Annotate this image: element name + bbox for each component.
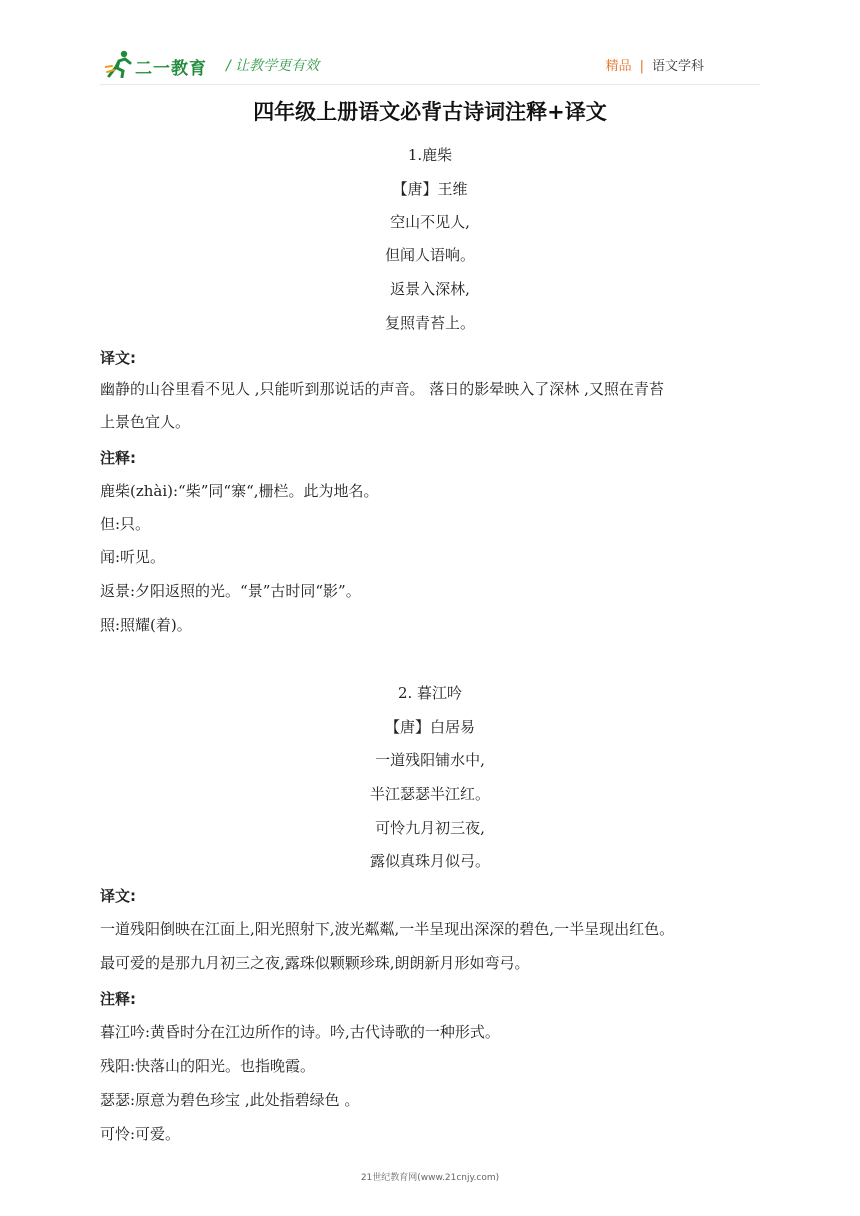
header-separator: | xyxy=(639,59,644,74)
note-item: 但:只。 xyxy=(100,515,151,533)
poem-author: 【唐】白居易 xyxy=(384,718,475,736)
header-divider xyxy=(100,84,760,85)
translation-text: 幽静的山谷里看不见人 ,只能听到那说话的声音。 落日的影晕映入了深林 ,又照在青苔 xyxy=(100,380,664,398)
quality-label: 精品 xyxy=(605,59,632,74)
logo-text: 二一教育 xyxy=(135,59,207,79)
document-title: 四年级上册语文必背古诗词注释+译文 xyxy=(253,100,607,124)
poem-author: 【唐】王维 xyxy=(392,180,468,198)
note-item: 可怜:可爱。 xyxy=(100,1125,181,1143)
logo xyxy=(105,48,217,80)
page-footer: 21世纪教育网(www.21cnjy.com) xyxy=(360,1173,500,1183)
note-item: 暮江吟:黄昏时分在江边所作的诗。吟,古代诗歌的一种形式。 xyxy=(100,1023,500,1041)
poem-line: 但闻人语响。 xyxy=(384,246,475,264)
subject-label: 语文学科 xyxy=(651,59,704,74)
notes-heading: 注释: xyxy=(100,449,136,467)
note-item: 照:照耀(着)。 xyxy=(100,616,192,634)
poem-line: 一道残阳铺水中, xyxy=(375,751,485,769)
translation-text: 上景色宜人。 xyxy=(100,413,191,431)
poem-line: 复照青苔上。 xyxy=(384,314,475,332)
header-right xyxy=(606,55,704,74)
slogan: / 让教学更有效 xyxy=(226,58,320,74)
poem-line: 半江瑟瑟半江红。 xyxy=(369,785,490,803)
translation-heading: 译文: xyxy=(100,887,136,905)
poem-line: 返景入深林, xyxy=(390,280,470,298)
translation-heading: 译文: xyxy=(100,349,136,367)
translation-text: 最可爱的是那九月初三之夜,露珠似颗颗珍珠,朗朗新月形如弯弓。 xyxy=(100,954,530,972)
note-item: 残阳:快落山的阳光。也指晚霞。 xyxy=(100,1057,316,1075)
page-header xyxy=(0,0,860,100)
poem-title: 2. 暮江吟 xyxy=(397,684,463,702)
runner-logo-icon xyxy=(105,48,135,78)
note-item: 返景:夕阳返照的光。“景”古时同“影”。 xyxy=(100,582,361,600)
note-item: 鹿柴(zhài):“柴”同“寨“,栅栏。此为地名。 xyxy=(100,482,379,500)
poem-line: 空山不见人, xyxy=(390,213,470,231)
poem-line: 露似真珠月似弓。 xyxy=(369,852,490,870)
notes-heading: 注释: xyxy=(100,990,136,1008)
note-item: 闻:听见。 xyxy=(100,548,166,566)
note-item: 瑟瑟:原意为碧色珍宝 ,此处指碧绿色 。 xyxy=(100,1091,360,1109)
poem-title: 1.鹿柴 xyxy=(407,146,453,164)
translation-text: 一道残阳倒映在江面上,阳光照射下,波光粼粼,一半呈现出深深的碧色,一半呈现出红色。 xyxy=(100,920,675,938)
poem-line: 可怜九月初三夜, xyxy=(375,819,485,837)
